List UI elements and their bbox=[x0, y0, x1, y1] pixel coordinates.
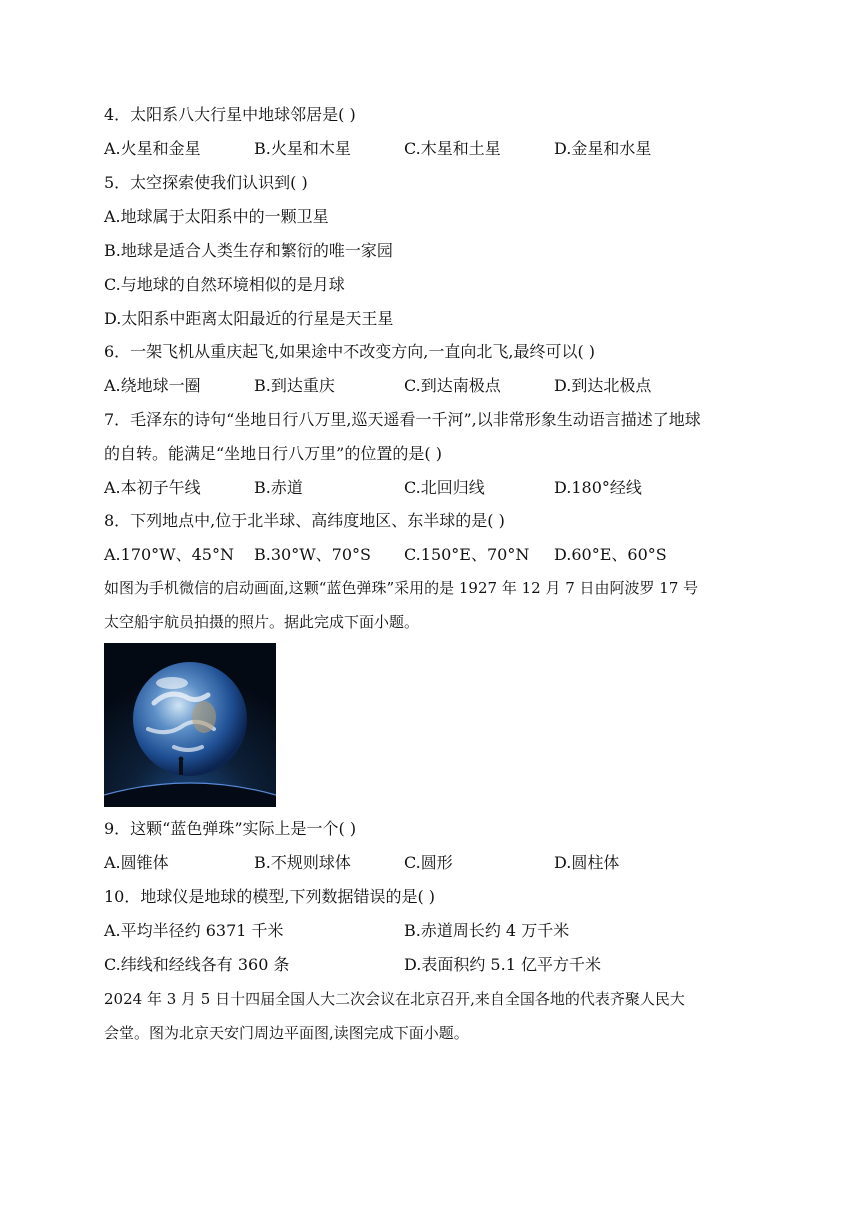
q10-stem: 10．地球仪是地球的模型,下列数据错误的是( ) bbox=[104, 887, 436, 906]
q8-option-a: A.170°W、45°N bbox=[104, 545, 234, 564]
q5-stem: 5．太空探索使我们认识到( ) bbox=[104, 173, 308, 192]
q6-option-c: C.到达南极点 bbox=[404, 376, 501, 395]
q7-option-b: B.赤道 bbox=[254, 478, 303, 497]
q7-stem-line2: 的自转。能满足“坐地日行八万里”的位置的是( ) bbox=[104, 444, 442, 463]
intro1-line2: 太空船宇航员拍摄的照片。据此完成下面小题。 bbox=[104, 613, 420, 631]
q8-option-d: D.60°E、60°S bbox=[554, 545, 667, 564]
q6-stem: 6．一架飞机从重庆起飞,如果途中不改变方向,一直向北飞,最终可以( ) bbox=[104, 342, 596, 361]
q9-option-c: C.圆形 bbox=[404, 853, 453, 872]
blue-marble-photo bbox=[104, 643, 276, 807]
q4-option-b: B.火星和木星 bbox=[254, 139, 351, 158]
q8-option-b: B.30°W、70°S bbox=[254, 545, 371, 564]
q7-option-c: C.北回归线 bbox=[404, 478, 485, 497]
q8-option-c: C.150°E、70°N bbox=[404, 545, 530, 564]
q6-option-a: A.绕地球一圈 bbox=[104, 376, 201, 395]
intro2-line2: 会堂。图为北京天安门周边平面图,读图完成下面小题。 bbox=[104, 1024, 469, 1042]
intro1-line1: 如图为手机微信的启动画面,这颗“蓝色弹珠”采用的是 1927 年 12 月 7 日由阿波罗 17 号 bbox=[104, 579, 699, 597]
q5-option-c: C.与地球的自然环境相似的是月球 bbox=[104, 275, 345, 294]
q5-option-b: B.地球是适合人类生存和繁衍的唯一家园 bbox=[104, 241, 393, 260]
q7-option-a: A.本初子午线 bbox=[104, 478, 201, 497]
q10-option-c: C.纬线和经线各有 360 条 bbox=[104, 955, 290, 974]
q4-option-c: C.木星和土星 bbox=[404, 139, 501, 158]
q4-stem: 4．太阳系八大行星中地球邻居是( ) bbox=[104, 105, 356, 124]
q9-stem: 9．这颗“蓝色弹珠”实际上是一个( ) bbox=[104, 819, 357, 838]
q5-option-d: D.太阳系中距离太阳最近的行星是天王星 bbox=[104, 309, 394, 328]
q5-option-a: A.地球属于太阳系中的一颗卫星 bbox=[104, 207, 329, 226]
q10-option-d: D.表面积约 5.1 亿平方千米 bbox=[404, 955, 601, 974]
q6-option-d: D.到达北极点 bbox=[554, 376, 652, 395]
q10-option-b: B.赤道周长约 4 万千米 bbox=[404, 921, 570, 940]
q7-stem-line1: 7．毛泽东的诗句“坐地日行八万里,巡天遥看一千河”,以非常形象生动语言描述了地球 bbox=[104, 410, 701, 429]
q6-option-b: B.到达重庆 bbox=[254, 376, 335, 395]
q9-option-a: A.圆锥体 bbox=[104, 853, 169, 872]
q9-option-b: B.不规则球体 bbox=[254, 853, 351, 872]
q4-option-a: A.火星和金星 bbox=[104, 139, 201, 158]
q8-stem: 8．下列地点中,位于北半球、高纬度地区、东半球的是( ) bbox=[104, 511, 505, 530]
q4-option-d: D.金星和水星 bbox=[554, 139, 652, 158]
q7-option-d: D.180°经线 bbox=[554, 478, 642, 497]
q9-option-d: D.圆柱体 bbox=[554, 853, 620, 872]
intro2-line1: 2024 年 3 月 5 日十四届全国人大二次会议在北京召开,来自全国各地的代表齐聚人民大 bbox=[104, 990, 685, 1008]
q10-option-a: A.平均半径约 6371 千米 bbox=[104, 921, 284, 940]
